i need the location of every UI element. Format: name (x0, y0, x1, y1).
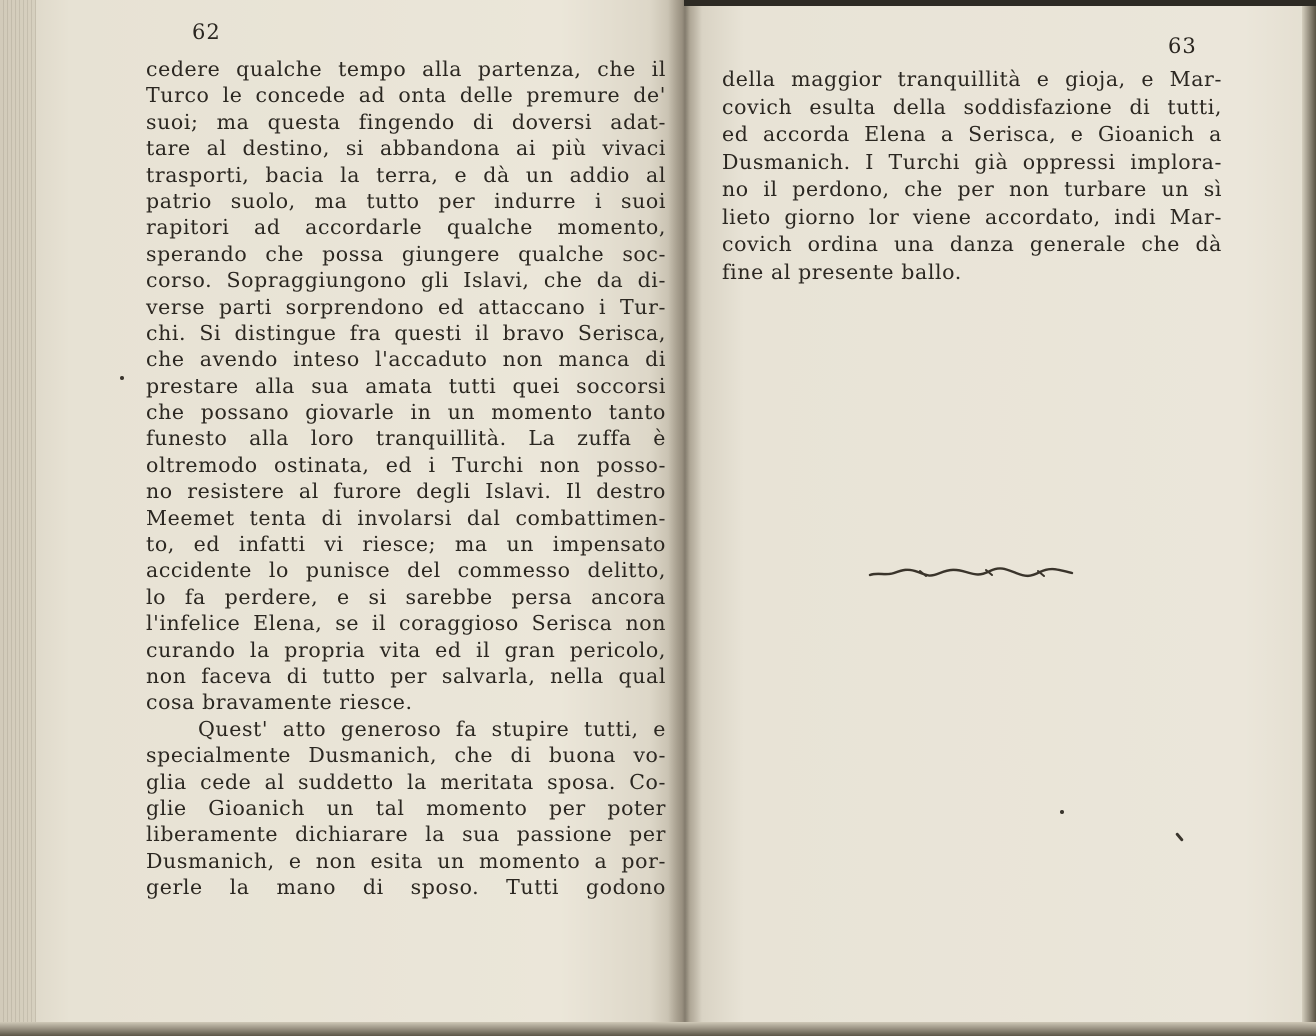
text-line: non faceva di tutto per salvarla, nella qual (146, 663, 666, 688)
text-line: lo fa perdere, e si sarebbe persa ancora (146, 584, 666, 609)
text-line: trasporti, bacia la terra, e dà un addio al (146, 162, 666, 187)
text-line: che possano giovarle in un momento tanto (146, 400, 666, 425)
text-line: l'infelice Elena, se il coraggioso Serisca non (146, 611, 666, 636)
paragraph-last-line: fine al presente ballo. (722, 259, 962, 284)
text-line: Dusmanich. I Turchi già oppressi implora- (722, 149, 1222, 174)
text-line: gerle la mano di sposo. Tutti godono (146, 875, 666, 900)
text-line: tare al destino, si abbandona ai più vivaci (146, 136, 666, 161)
paragraph-first-line: Quest' atto generoso fa stupire tutti, e (198, 716, 666, 741)
text-line: della maggior tranquillità e gioja, e Mar- (722, 67, 1222, 91)
text-line: specialmente Dusmanich, che di buona vo- (146, 743, 666, 768)
book-gutter (668, 0, 702, 1036)
text-line: no resistere al furore degli Islavi. Il destro (146, 479, 666, 504)
ink-speck (1060, 810, 1064, 814)
text-line: verse parti sorprendono ed attaccano i Tur- (146, 294, 666, 319)
ink-speck (1175, 832, 1184, 842)
page-number-left: 62 (192, 20, 221, 44)
right-page-text (722, 66, 1222, 286)
text-line: funesto alla loro tranquillità. La zuffa è (146, 426, 666, 451)
ink-speck (120, 376, 124, 380)
text-line: Turco le concede ad onta delle premure de' (146, 83, 666, 108)
text-line: cedere qualche tempo alla partenza, che il (146, 57, 666, 81)
text-line: che avendo inteso l'accaduto non manca di (146, 347, 666, 372)
text-line: no il perdono, che per non turbare un sì (722, 177, 1222, 201)
text-line: lieto giorno lor viene accordato, indi Mar- (722, 204, 1222, 229)
text-line: ed accorda Elena a Serisca, e Gioanich a (722, 122, 1222, 146)
text-line: chi. Si distingue fra questi il bravo Serisca, (146, 320, 666, 345)
text-line: oltremodo ostinata, ed i Turchi non posso- (146, 452, 666, 477)
page-top-shadow (684, 0, 1316, 6)
text-line: accidente lo punisce del commesso delitto, (146, 558, 666, 583)
text-line: rapitori ad accordarle qualche momento, (146, 215, 666, 240)
text-line: Meemet tenta di involarsi dal combattimen- (146, 505, 666, 530)
text-line: glia cede al suddetto la meritata sposa. Co- (146, 769, 666, 794)
text-line: covich ordina una danza generale che dà (722, 232, 1222, 256)
text-line: suoi; ma questa fingendo di doversi adat- (146, 109, 666, 134)
text-line: corso. Sopraggiungono gli Islavi, che da di- (146, 268, 666, 293)
paragraph-last-line: cosa bravamente riesce. (146, 690, 413, 715)
text-line: liberamente dichiarare la sua passione per (146, 822, 666, 847)
text-line: patrio suolo, ma tutto per indurre i suoi (146, 188, 666, 213)
text-line: prestare alla sua amata tutti quei soccorsi (146, 373, 666, 398)
text-line: curando la propria vita ed il gran pericolo, (146, 637, 666, 662)
end-ornament (868, 566, 1074, 580)
text-line: covich esulta della soddisfazione di tutti, (722, 94, 1222, 119)
text-line: glie Gioanich un tal momento per poter (146, 795, 666, 820)
page-bottom-edge (0, 1022, 1316, 1036)
page-number-right: 63 (1168, 34, 1197, 58)
text-line: to, ed infatti vi riesce; ma un impensato (146, 532, 666, 557)
text-line: Dusmanich, e non esita un momento a por- (146, 848, 666, 873)
left-page-text (146, 56, 666, 901)
text-line: sperando che possa giungere qualche soc- (146, 241, 666, 266)
